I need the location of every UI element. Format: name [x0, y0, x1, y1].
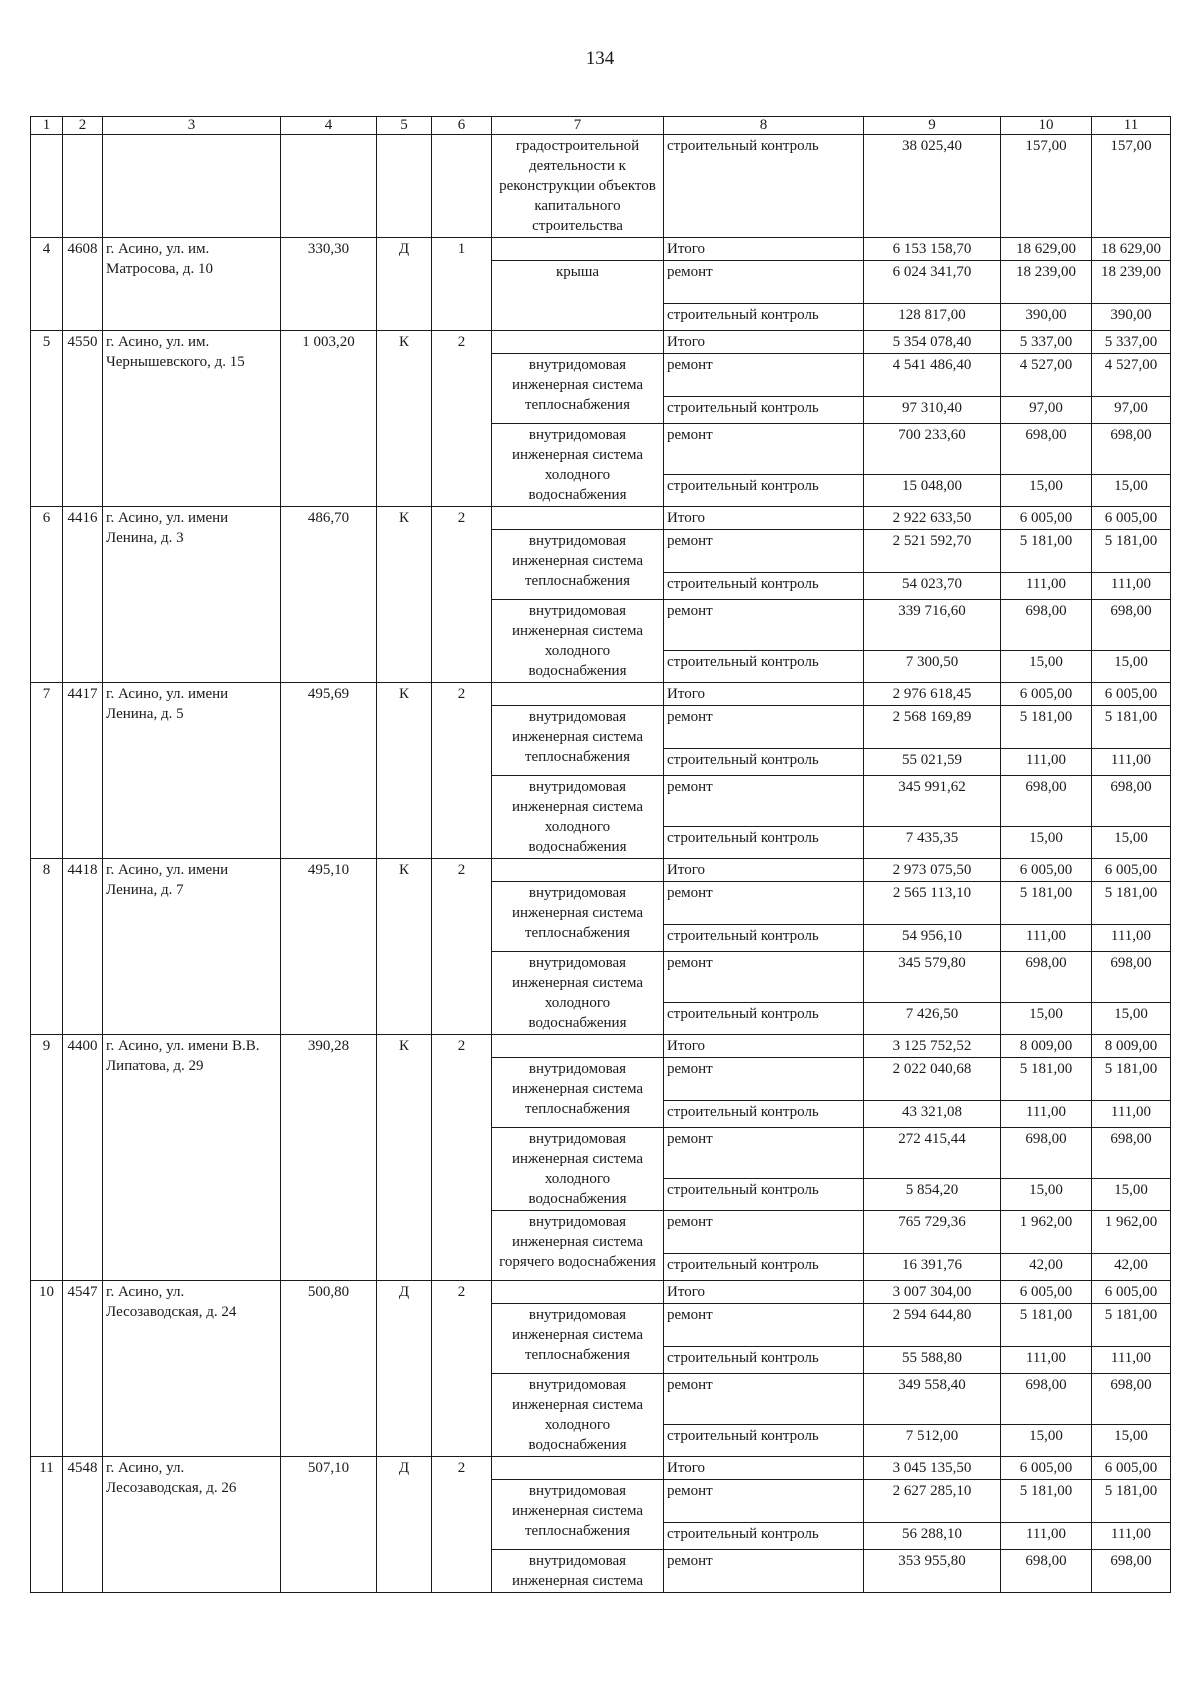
house-total-row — [31, 238, 1171, 261]
empty-cell — [63, 135, 103, 238]
work-type: строительный контроль — [664, 573, 864, 600]
unit-cost-value: 97,00 — [1001, 397, 1092, 424]
max-cost-value: 5 181,00 — [1092, 706, 1171, 749]
empty-cell — [492, 1035, 664, 1058]
house-address: г. Асино, ул. им. Чернышевского, д. 15 — [103, 331, 281, 507]
empty-cell — [432, 135, 492, 238]
work-type: строительный контроль — [664, 1254, 864, 1281]
work-type: ремонт — [664, 261, 864, 304]
max-cost-value: 97,00 — [1092, 397, 1171, 424]
max-cost-value: 111,00 — [1092, 573, 1171, 600]
house-code: 4608 — [63, 238, 103, 331]
empty-cell — [492, 331, 664, 354]
work-type: ремонт — [664, 600, 864, 651]
work-type: строительный контроль — [664, 1424, 864, 1456]
house-address: г. Асино, ул. Лесозаводская, д. 26 — [103, 1457, 281, 1593]
house-class: Д — [377, 1457, 432, 1593]
cost-value: 5 854,20 — [864, 1178, 1001, 1210]
column-number: 3 — [103, 117, 281, 135]
total-unit-cost: 8 009,00 — [1001, 1035, 1092, 1058]
cost-value: 700 233,60 — [864, 424, 1001, 475]
cost-value: 345 991,62 — [864, 776, 1001, 827]
system-name: внутридомовая инженерная система холодного водоснабжения — [492, 952, 664, 1035]
cost-value: 2 565 113,10 — [864, 882, 1001, 925]
empty-cell — [492, 1457, 664, 1480]
house-code: 4400 — [63, 1035, 103, 1281]
system-name: внутридомовая инженерная система холодного водоснабжения — [492, 600, 664, 683]
work-type: ремонт — [664, 952, 864, 1003]
unit-cost-value: 4 527,00 — [1001, 354, 1092, 397]
column-number: 1 — [31, 117, 63, 135]
work-type: строительный контроль — [664, 135, 864, 238]
max-cost-value: 698,00 — [1092, 952, 1171, 1003]
max-cost-value: 111,00 — [1092, 749, 1171, 776]
works-count: 2 — [432, 683, 492, 859]
unit-cost-value: 111,00 — [1001, 573, 1092, 600]
unit-cost-value: 5 181,00 — [1001, 706, 1092, 749]
max-cost-value: 698,00 — [1092, 1374, 1171, 1425]
work-type: строительный контроль — [664, 1347, 864, 1374]
max-cost-value: 698,00 — [1092, 424, 1171, 475]
work-type: ремонт — [664, 776, 864, 827]
total-unit-cost: 18 629,00 — [1001, 238, 1092, 261]
cost-value: 56 288,10 — [864, 1523, 1001, 1550]
house-code: 4548 — [63, 1457, 103, 1593]
unit-cost-value: 111,00 — [1001, 925, 1092, 952]
house-code: 4416 — [63, 507, 103, 683]
unit-cost-value: 5 181,00 — [1001, 1058, 1092, 1101]
unit-cost-value: 698,00 — [1001, 952, 1092, 1003]
max-cost-value: 1 962,00 — [1092, 1211, 1171, 1254]
house-class: К — [377, 1035, 432, 1281]
house-total-row — [31, 331, 1171, 354]
cost-value: 272 415,44 — [864, 1128, 1001, 1179]
cost-value: 765 729,36 — [864, 1211, 1001, 1254]
work-type: строительный контроль — [664, 1178, 864, 1210]
total-max-cost: 6 005,00 — [1092, 859, 1171, 882]
cost-value: 7 426,50 — [864, 1002, 1001, 1034]
total-cost: 3 007 304,00 — [864, 1281, 1001, 1304]
cost-value: 16 391,76 — [864, 1254, 1001, 1281]
house-area: 330,30 — [281, 238, 377, 331]
empty-cell — [281, 135, 377, 238]
house-address: г. Асино, ул. имени Ленина, д. 7 — [103, 859, 281, 1035]
unit-cost-value: 15,00 — [1001, 826, 1092, 858]
total-label: Итого — [664, 1457, 864, 1480]
max-cost-value: 42,00 — [1092, 1254, 1171, 1281]
total-cost: 6 153 158,70 — [864, 238, 1001, 261]
work-type: строительный контроль — [664, 749, 864, 776]
cost-value: 353 955,80 — [864, 1550, 1001, 1593]
total-cost: 3 045 135,50 — [864, 1457, 1001, 1480]
work-type: ремонт — [664, 424, 864, 475]
house-total-row — [31, 1457, 1171, 1480]
house-area: 507,10 — [281, 1457, 377, 1593]
column-number-row — [31, 117, 1171, 135]
work-type: ремонт — [664, 1211, 864, 1254]
unit-cost-value: 390,00 — [1001, 304, 1092, 331]
total-cost: 3 125 752,52 — [864, 1035, 1001, 1058]
system-name: внутридомовая инженерная система теплоснабжения — [492, 882, 664, 952]
unit-cost-value: 1 962,00 — [1001, 1211, 1092, 1254]
work-type: строительный контроль — [664, 925, 864, 952]
max-cost-value: 15,00 — [1092, 1424, 1171, 1456]
house-area: 495,69 — [281, 683, 377, 859]
work-type: строительный контроль — [664, 397, 864, 424]
empty-cell — [492, 1281, 664, 1304]
work-type: ремонт — [664, 530, 864, 573]
house-code: 4550 — [63, 331, 103, 507]
work-type: строительный контроль — [664, 1523, 864, 1550]
works-count: 2 — [432, 859, 492, 1035]
system-name: внутридомовая инженерная система холодного водоснабжения — [492, 1374, 664, 1457]
column-number: 10 — [1001, 117, 1092, 135]
total-label: Итого — [664, 1281, 864, 1304]
system-name: внутридомовая инженерная система холодного водоснабжения — [492, 1128, 664, 1211]
cost-value: 7 435,35 — [864, 826, 1001, 858]
house-address: г. Асино, ул. им. Матросова, д. 10 — [103, 238, 281, 331]
total-label: Итого — [664, 859, 864, 882]
data-table — [30, 116, 1171, 1593]
house-class: Д — [377, 1281, 432, 1457]
cost-value: 2 022 040,68 — [864, 1058, 1001, 1101]
unit-cost-value: 5 181,00 — [1001, 1304, 1092, 1347]
empty-cell — [31, 135, 63, 238]
work-type: ремонт — [664, 882, 864, 925]
unit-cost-value: 157,00 — [1001, 135, 1092, 238]
unit-cost-value: 698,00 — [1001, 1128, 1092, 1179]
max-cost-value: 15,00 — [1092, 1178, 1171, 1210]
house-address: г. Асино, ул. имени Ленина, д. 5 — [103, 683, 281, 859]
house-area: 495,10 — [281, 859, 377, 1035]
total-max-cost: 6 005,00 — [1092, 507, 1171, 530]
max-cost-value: 15,00 — [1092, 474, 1171, 506]
cost-value: 349 558,40 — [864, 1374, 1001, 1425]
system-name: внутридомовая инженерная система теплоснабжения — [492, 706, 664, 776]
house-class: К — [377, 859, 432, 1035]
unit-cost-value: 15,00 — [1001, 1002, 1092, 1034]
house-code: 4547 — [63, 1281, 103, 1457]
system-name: внутридомовая инженерная система теплоснабжения — [492, 530, 664, 600]
cost-value: 6 024 341,70 — [864, 261, 1001, 304]
cost-value: 7 512,00 — [864, 1424, 1001, 1456]
column-number: 4 — [281, 117, 377, 135]
works-count: 2 — [432, 331, 492, 507]
cost-value: 38 025,40 — [864, 135, 1001, 238]
work-type: строительный контроль — [664, 304, 864, 331]
max-cost-value: 5 181,00 — [1092, 1058, 1171, 1101]
house-class: К — [377, 507, 432, 683]
house-code: 4417 — [63, 683, 103, 859]
max-cost-value: 111,00 — [1092, 925, 1171, 952]
house-area: 486,70 — [281, 507, 377, 683]
unit-cost-value: 18 239,00 — [1001, 261, 1092, 304]
unit-cost-value: 15,00 — [1001, 650, 1092, 682]
max-cost-value: 4 527,00 — [1092, 354, 1171, 397]
total-unit-cost: 6 005,00 — [1001, 507, 1092, 530]
max-cost-value: 390,00 — [1092, 304, 1171, 331]
column-number: 9 — [864, 117, 1001, 135]
unit-cost-value: 698,00 — [1001, 600, 1092, 651]
row-number: 8 — [31, 859, 63, 1035]
system-name: крыша — [492, 261, 664, 331]
total-max-cost: 18 629,00 — [1092, 238, 1171, 261]
work-type: строительный контроль — [664, 1101, 864, 1128]
max-cost-value: 15,00 — [1092, 650, 1171, 682]
total-unit-cost: 6 005,00 — [1001, 1457, 1092, 1480]
max-cost-value: 111,00 — [1092, 1523, 1171, 1550]
total-label: Итого — [664, 683, 864, 706]
cost-value: 345 579,80 — [864, 952, 1001, 1003]
house-address: г. Асино, ул. имени В.В. Липатова, д. 29 — [103, 1035, 281, 1281]
total-unit-cost: 6 005,00 — [1001, 1281, 1092, 1304]
system-name: внутридомовая инженерная система теплоснабжения — [492, 1480, 664, 1550]
cost-value: 2 594 644,80 — [864, 1304, 1001, 1347]
cost-value: 2 521 592,70 — [864, 530, 1001, 573]
house-address: г. Асино, ул. имени Ленина, д. 3 — [103, 507, 281, 683]
unit-cost-value: 5 181,00 — [1001, 1480, 1092, 1523]
work-type: строительный контроль — [664, 474, 864, 506]
unit-cost-value: 15,00 — [1001, 1424, 1092, 1456]
cost-value: 43 321,08 — [864, 1101, 1001, 1128]
total-cost: 2 973 075,50 — [864, 859, 1001, 882]
cost-value: 128 817,00 — [864, 304, 1001, 331]
max-cost-value: 698,00 — [1092, 1550, 1171, 1593]
cost-value: 7 300,50 — [864, 650, 1001, 682]
work-type: ремонт — [664, 354, 864, 397]
work-type: ремонт — [664, 706, 864, 749]
works-count: 2 — [432, 1035, 492, 1281]
unit-cost-value: 111,00 — [1001, 1523, 1092, 1550]
house-area: 390,28 — [281, 1035, 377, 1281]
total-max-cost: 5 337,00 — [1092, 331, 1171, 354]
house-total-row — [31, 507, 1171, 530]
work-type: ремонт — [664, 1550, 864, 1593]
row-number: 10 — [31, 1281, 63, 1457]
cost-value: 4 541 486,40 — [864, 354, 1001, 397]
max-cost-value: 5 181,00 — [1092, 530, 1171, 573]
system-name: внутридомовая инженерная система теплоснабжения — [492, 1304, 664, 1374]
cost-value: 2 568 169,89 — [864, 706, 1001, 749]
column-number: 7 — [492, 117, 664, 135]
unit-cost-value: 5 181,00 — [1001, 530, 1092, 573]
work-type: строительный контроль — [664, 826, 864, 858]
max-cost-value: 15,00 — [1092, 826, 1171, 858]
max-cost-value: 698,00 — [1092, 600, 1171, 651]
house-address: г. Асино, ул. Лесозаводская, д. 24 — [103, 1281, 281, 1457]
empty-cell — [492, 238, 664, 261]
unit-cost-value: 111,00 — [1001, 1101, 1092, 1128]
empty-cell — [492, 683, 664, 706]
row-number: 7 — [31, 683, 63, 859]
unit-cost-value: 111,00 — [1001, 749, 1092, 776]
works-count: 2 — [432, 507, 492, 683]
max-cost-value: 111,00 — [1092, 1347, 1171, 1374]
total-unit-cost: 6 005,00 — [1001, 859, 1092, 882]
max-cost-value: 698,00 — [1092, 1128, 1171, 1179]
total-label: Итого — [664, 238, 864, 261]
unit-cost-value: 111,00 — [1001, 1347, 1092, 1374]
max-cost-value: 111,00 — [1092, 1101, 1171, 1128]
system-name: внутридомовая инженерная система — [492, 1550, 664, 1593]
row-number: 9 — [31, 1035, 63, 1281]
cost-value: 55 588,80 — [864, 1347, 1001, 1374]
column-number: 2 — [63, 117, 103, 135]
works-count: 2 — [432, 1457, 492, 1593]
system-name: внутридомовая инженерная система холодного водоснабжения — [492, 776, 664, 859]
max-cost-value: 5 181,00 — [1092, 1304, 1171, 1347]
column-number: 6 — [432, 117, 492, 135]
max-cost-value: 5 181,00 — [1092, 882, 1171, 925]
total-cost: 5 354 078,40 — [864, 331, 1001, 354]
max-cost-value: 18 239,00 — [1092, 261, 1171, 304]
house-total-row — [31, 683, 1171, 706]
unit-cost-value: 698,00 — [1001, 1550, 1092, 1593]
cost-value: 2 627 285,10 — [864, 1480, 1001, 1523]
total-label: Итого — [664, 507, 864, 530]
total-label: Итого — [664, 331, 864, 354]
empty-cell — [103, 135, 281, 238]
house-code: 4418 — [63, 859, 103, 1035]
total-cost: 2 976 618,45 — [864, 683, 1001, 706]
house-area: 1 003,20 — [281, 331, 377, 507]
continuation-row — [31, 135, 1171, 238]
house-total-row — [31, 859, 1171, 882]
system-name: внутридомовая инженерная система горячего водоснабжения — [492, 1211, 664, 1281]
house-class: Д — [377, 238, 432, 331]
unit-cost-value: 15,00 — [1001, 1178, 1092, 1210]
row-number: 11 — [31, 1457, 63, 1593]
work-type: строительный контроль — [664, 650, 864, 682]
column-number: 11 — [1092, 117, 1171, 135]
total-max-cost: 6 005,00 — [1092, 683, 1171, 706]
house-class: К — [377, 683, 432, 859]
unit-cost-value: 42,00 — [1001, 1254, 1092, 1281]
works-count: 1 — [432, 238, 492, 331]
house-total-row — [31, 1035, 1171, 1058]
total-cost: 2 922 633,50 — [864, 507, 1001, 530]
max-cost-value: 5 181,00 — [1092, 1480, 1171, 1523]
system-name: внутридомовая инженерная система холодного водоснабжения — [492, 424, 664, 507]
empty-cell — [377, 135, 432, 238]
system-name: градостроительной деятельности к реконструкции объектов капитального строительства — [492, 135, 664, 238]
house-class: К — [377, 331, 432, 507]
table-body — [31, 117, 1171, 1593]
unit-cost-value: 698,00 — [1001, 424, 1092, 475]
cost-value: 54 956,10 — [864, 925, 1001, 952]
total-unit-cost: 5 337,00 — [1001, 331, 1092, 354]
unit-cost-value: 15,00 — [1001, 474, 1092, 506]
max-cost-value: 698,00 — [1092, 776, 1171, 827]
unit-cost-value: 698,00 — [1001, 1374, 1092, 1425]
work-type: ремонт — [664, 1128, 864, 1179]
total-max-cost: 6 005,00 — [1092, 1281, 1171, 1304]
work-type: строительный контроль — [664, 1002, 864, 1034]
row-number: 5 — [31, 331, 63, 507]
column-number: 5 — [377, 117, 432, 135]
cost-value: 54 023,70 — [864, 573, 1001, 600]
cost-value: 339 716,60 — [864, 600, 1001, 651]
house-total-row — [31, 1281, 1171, 1304]
page-number: 134 — [585, 48, 615, 69]
system-name: внутридомовая инженерная система теплоснабжения — [492, 354, 664, 424]
empty-cell — [492, 859, 664, 882]
max-cost-value: 15,00 — [1092, 1002, 1171, 1034]
work-type: ремонт — [664, 1374, 864, 1425]
system-name: внутридомовая инженерная система теплоснабжения — [492, 1058, 664, 1128]
work-type: ремонт — [664, 1480, 864, 1523]
unit-cost-value: 5 181,00 — [1001, 882, 1092, 925]
total-label: Итого — [664, 1035, 864, 1058]
work-type: ремонт — [664, 1304, 864, 1347]
house-area: 500,80 — [281, 1281, 377, 1457]
cost-value: 97 310,40 — [864, 397, 1001, 424]
row-number: 4 — [31, 238, 63, 331]
work-type: ремонт — [664, 1058, 864, 1101]
max-cost-value: 157,00 — [1092, 135, 1171, 238]
works-count: 2 — [432, 1281, 492, 1457]
empty-cell — [492, 507, 664, 530]
unit-cost-value: 698,00 — [1001, 776, 1092, 827]
cost-value: 55 021,59 — [864, 749, 1001, 776]
row-number: 6 — [31, 507, 63, 683]
total-max-cost: 6 005,00 — [1092, 1457, 1171, 1480]
total-unit-cost: 6 005,00 — [1001, 683, 1092, 706]
column-number: 8 — [664, 117, 864, 135]
total-max-cost: 8 009,00 — [1092, 1035, 1171, 1058]
cost-value: 15 048,00 — [864, 474, 1001, 506]
